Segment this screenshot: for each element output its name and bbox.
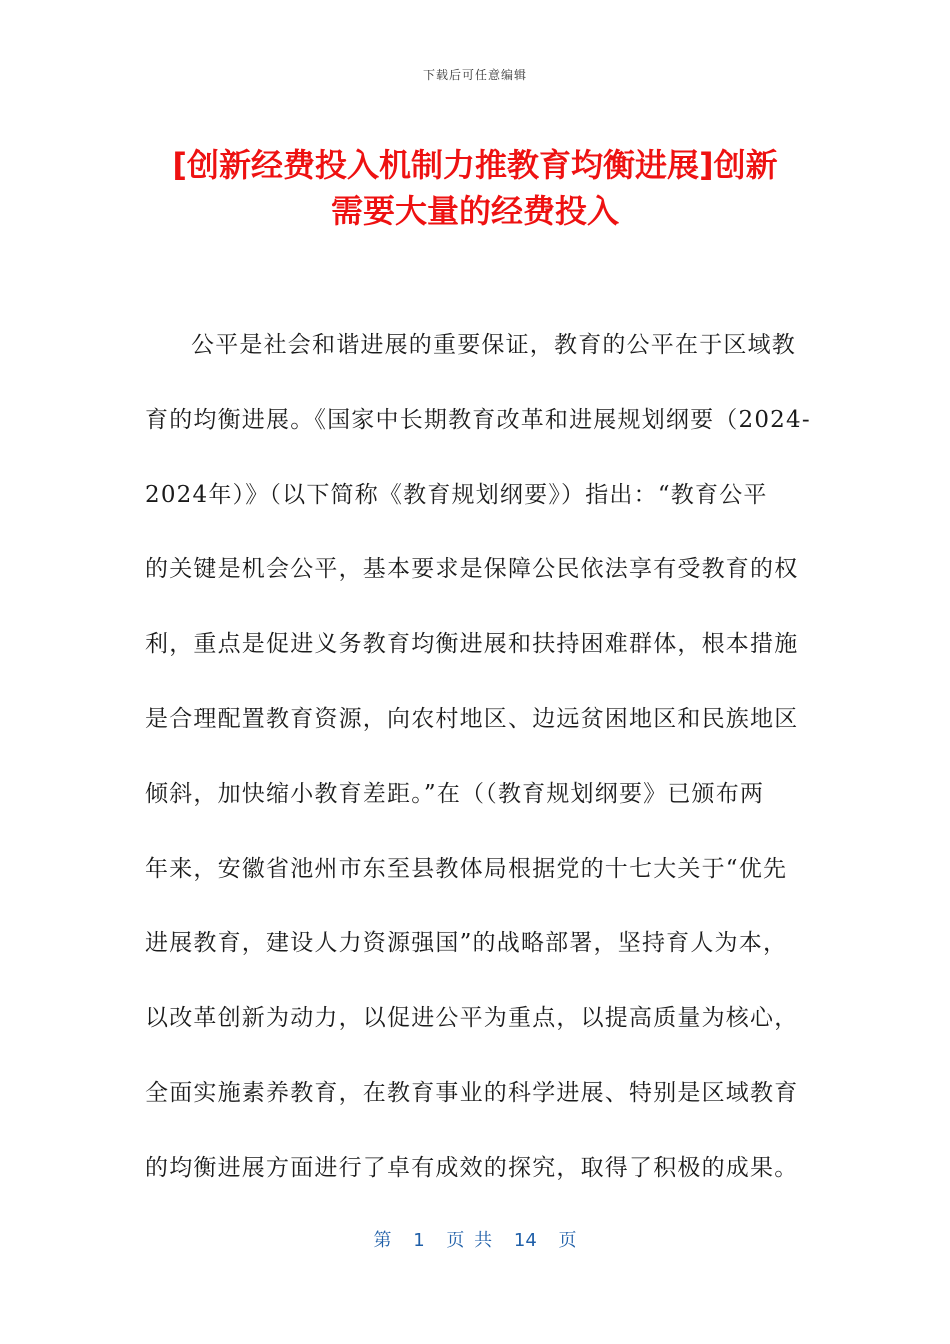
paragraph-line: 是合理配置教育资源，向农村地区、边远贫困地区和民族地区 (145, 705, 799, 732)
paragraph-line: 公平是社会和谐进展的重要保证，教育的公平在于区域教 (191, 332, 796, 358)
paragraph-line: 利，重点是促进义务教育均衡进展和扶持困难群体，根本措施 (145, 631, 799, 658)
page-number: 1 (413, 1230, 425, 1251)
paragraph-line: 倾斜，加快缩小教育差距。”在（（教育规划纲要》已颁布两 (145, 780, 765, 807)
title-line-1: [创新经费投入机制力推教育均衡进展]创新 (172, 146, 778, 184)
paragraph-line: 的均衡进展方面进行了卓有成效的探究，取得了积极的成果。 (145, 1154, 799, 1181)
header-note: 下载后可任意编辑 (422, 68, 527, 82)
title-line-2: 需要大量的经费投入 (330, 192, 619, 230)
body-paragraph (145, 325, 811, 1223)
page-prefix: 第 (373, 1230, 392, 1251)
paragraph-line: 进展教育，建设人力资源强国”的战略部署，坚持育人为本， (145, 930, 788, 957)
paragraph-line: 育的均衡进展。《国家中长期教育改革和进展规划纲要（2024- (145, 406, 811, 433)
paragraph-line: 2024年）》（以下简称《教育规划纲要》）指出：“教育公平 (145, 481, 768, 508)
page-mid: 页 共 (446, 1230, 493, 1251)
page-total: 14 (513, 1230, 537, 1251)
paragraph-line: 全面实施素养教育，在教育事业的科学进展、特别是区域教育 (145, 1079, 799, 1106)
paragraph-line: 年来，安徽省池州市东至县教体局根据党的十七大关于“优先 (145, 855, 788, 882)
document-title (140, 142, 810, 234)
paragraph-line: 以改革创新为动力，以促进公平为重点，以提高质量为核心， (145, 1005, 799, 1032)
page-footer (0, 1226, 950, 1252)
paragraph-line: 的关键是机会公平，基本要求是保障公民依法享有受教育的权 (145, 556, 799, 583)
page-suffix: 页 (558, 1230, 577, 1251)
